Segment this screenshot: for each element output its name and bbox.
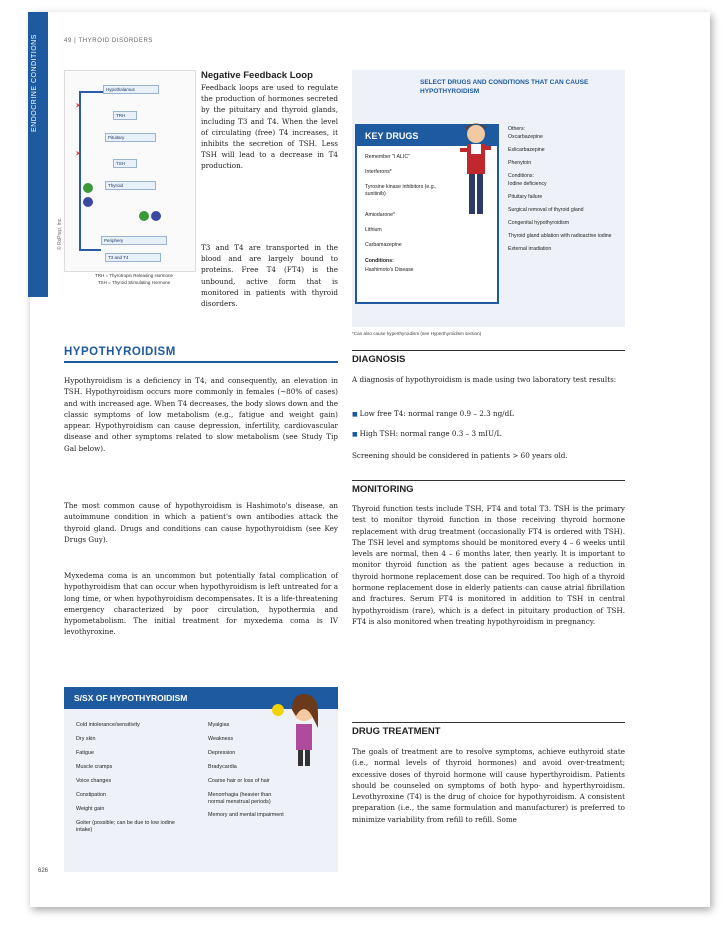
diagram-thyroid: Thyroid [105,181,156,190]
diagram-tsh: TSH [113,159,137,168]
diagram-legend [64,272,204,286]
ssx-item: Weakness [208,736,234,742]
t4-circle-icon [83,197,93,207]
others-item: External irradiation [508,246,552,252]
ssx-item: Depression [208,750,236,756]
running-head: 49 | THYROID DISORDERS [64,38,153,44]
ssx-left-column [76,722,191,834]
others-item: Phenytoin [508,160,532,166]
side-tab-label: ENDOCRINE CONDITIONS [31,34,38,132]
diagram-feedback-line [79,91,81,251]
hypothyroidism-paragraph-3: Myxedema coma is an uncommon but potentially fatal complication of hypothyroidism that can occur when hypothyroidism is left untreated for a long time, or when hypothyroidism decompensates. It is a life-threatening emergency characterized by poor circulation, hypothermia and hypometabolism. The initial treatment for myxedema coma is IV levothyroxine. [64,571,338,637]
ssx-item: Coarse hair or loss of hair [208,778,270,784]
others-item: Conditions: [508,173,534,179]
diagram-feedback-line [79,249,101,251]
others-item: Eslicarbazepine [508,147,545,153]
ssx-item: Goiter (possible; can be due to low iodine intake) [76,820,175,833]
feedback-loop-diagram [64,70,196,272]
key-drug-item: Remember "I ALIC" [365,154,410,160]
diagram-feedback-line [79,91,103,93]
ssx-item: Bradycardia [208,764,237,770]
t3-circle-icon [139,211,149,221]
key-drug-item: Interferons* [365,169,392,175]
drug-treatment-heading: DRUG TREATMENT [352,722,625,737]
key-drug-item: Amiodarone* [365,212,395,218]
ssx-item: Memory and mental impairment [208,812,284,818]
diagram-t3-t4: T3 and T4 [105,253,161,262]
diagram-hypothalamus: Hypothalamus [103,85,159,94]
others-item: Oxcarbazepine [508,134,543,140]
others-item: Others: [508,126,526,132]
legend-tsh: TSH = Thyroid Stimulating Hormone [97,280,171,285]
hypothyroidism-paragraph-1: Hypothyroidism is a deficiency in T4, and consequently, an elevation in TSH. Hypothyroidism occurs more commonly in females (~80% of cases) and with increased age. When T4 decreases, the body slows down and the classic symptoms of low metabolism (e.g., fatigue and weight gain) appear. Hypothyroidism can cause depression, infertility, cardiovascular disease and other symptoms related to slow metabolism (see Study Tip Gal below). [64,376,338,453]
t4-circle-icon [151,211,161,221]
inhibit-x-icon: × [76,149,81,158]
key-drug-item: Carbamazepine [365,242,402,248]
hypothyroidism-heading: HYPOTHYROIDISM [64,346,338,363]
ssx-item: Menorrhagia (heavier than normal menstrual periods) [208,792,272,805]
side-tab [28,12,48,297]
ssx-item: Fatigue [76,750,94,756]
ssx-item: Dry skin [76,736,96,742]
copyright: © RxPrep, Inc. [57,217,63,250]
others-item: Iodine deficiency [508,181,547,187]
inhibit-x-icon: × [76,101,81,110]
ssx-item: Weight gain [76,806,105,812]
diagnosis-heading: DIAGNOSIS [352,350,625,365]
key-drugs-guy-illustration [452,118,500,228]
monitoring-text: Thyroid function tests include TSH, FT4 and total T3. TSH is the primary test to monitor thyroid function in those receiving thyroid hormone replacement with drug treatment (occasionally FT4 is ordered with TSH). The TSH level and symptoms should be monitored every 4 – 6 weeks until levels are normal, then 4 – 6 months later, then yearly. It is important to monitor thyroid function as the patient ages because a reduction in thyroid hormone replacement dose can be required. Too high of a thyroid hormone replacement dose in elderly patients can cause atrial fibrillation and fractures. Serum FT4 is monitored in addition to TSH in central hypothyroidism (rare), which is a defect in pituitary production of TSH. FT4 is also monitored when treating hypothyroidism in pregnancy. [352,504,625,626]
monitoring-heading: MONITORING [352,480,625,495]
feedback-title: Negative Feedback Loop [201,70,313,81]
select-drugs-title: SELECT DRUGS AND CONDITIONS THAT CAN CAUSE HYPOTHYROIDISM [420,79,589,95]
others-item: Congenital hypothyroidism [508,220,570,226]
ssx-head: S/SX OF HYPOTHYROIDISM [64,687,338,709]
feedback-paragraph-2: T3 and T4 are transported in the blood and are largely bound to proteins. Free T4 (FT4) is the unbound, active form that is monitored in patients with thyroid disorders. [201,243,338,309]
drug-treatment-text: The goals of treatment are to resolve symptoms, achieve euthyroid state (i.e., normal levels of thyroid hormones) and avoid over-treatment; excessive doses of thyroid hormone will cause hyperthyroidism. Patients should be counseled on symptoms of both hypo- and hyperthyroidism. Levothyroxine (T4) is the drug of choice for hypothyroidism. A consistent preparation (i.e., the same formulation and manufacturer) is preferred to minimize variability from refill to refill. Some [352,747,625,824]
feedback-paragraph-1: Feedback loops are used to regulate the production of hormones secreted by the pituitary and thyroid glands, including T3 and T4. When the level of circulating (free) T4 increases, it inhibits the secretion of TSH. Less TSH will lead to a decrease in T4 production. [201,83,338,171]
others-item: Surgical removal of thyroid gland [508,207,584,213]
diagram-trh: TRH [113,111,137,120]
select-drugs-footnote: *Can also cause hyperthyroidism (see Hyperthyroidism section) [352,331,482,336]
diagram-pituitary: Pituitary [105,133,156,142]
ssx-right-column [208,722,288,826]
ssx-item: Myalgias [208,722,230,728]
ssx-item: Voice changes [76,778,112,784]
diagram-periphery: Periphery [101,236,167,245]
key-drug-item: Lithium [365,227,382,233]
others-item: Thyroid gland ablation with radioactive iodine [508,233,612,239]
key-drug-item: Conditions: [365,258,394,264]
key-drug-item: Tyrosine kinase inhibitors (e.g., sunitinib) [365,184,437,197]
hypothyroidism-paragraph-2: The most common cause of hypothyroidism is Hashimoto's disease, an autoimmune condition in which a patient's own antibodies attack the thyroid gland. Drugs and conditions can cause hypothyroidism (see Key Drugs Guy). [64,501,338,544]
key-drugs-head: KEY DRUGS [357,126,497,146]
ssx-item: Muscle cramps [76,764,113,770]
ssx-item: Constipation [76,792,106,798]
others-item: Pituitary failure [508,194,543,200]
ssx-item: Cold intolerance/sensitivity [76,722,140,728]
diagnosis-bullet-free-t4: ■ Low free T4: normal range 0.9 – 2.3 ng/dL [352,408,625,420]
diagnosis-intro: A diagnosis of hypothyroidism is made using two laboratory test results: [352,375,617,384]
page-number: 626 [38,868,49,874]
legend-trh: TRH = Thyrotropin Releasing Hormone [94,273,174,278]
diagnosis-bullet-tsh: ■ High TSH: normal range 0.3 – 3 mIU/L [352,428,625,440]
key-drug-item: Hashimoto's Disease [365,267,414,273]
diagnosis-screening: Screening should be considered in patients > 60 years old. [352,451,568,460]
others-list [508,126,618,259]
t3-circle-icon [83,183,93,193]
